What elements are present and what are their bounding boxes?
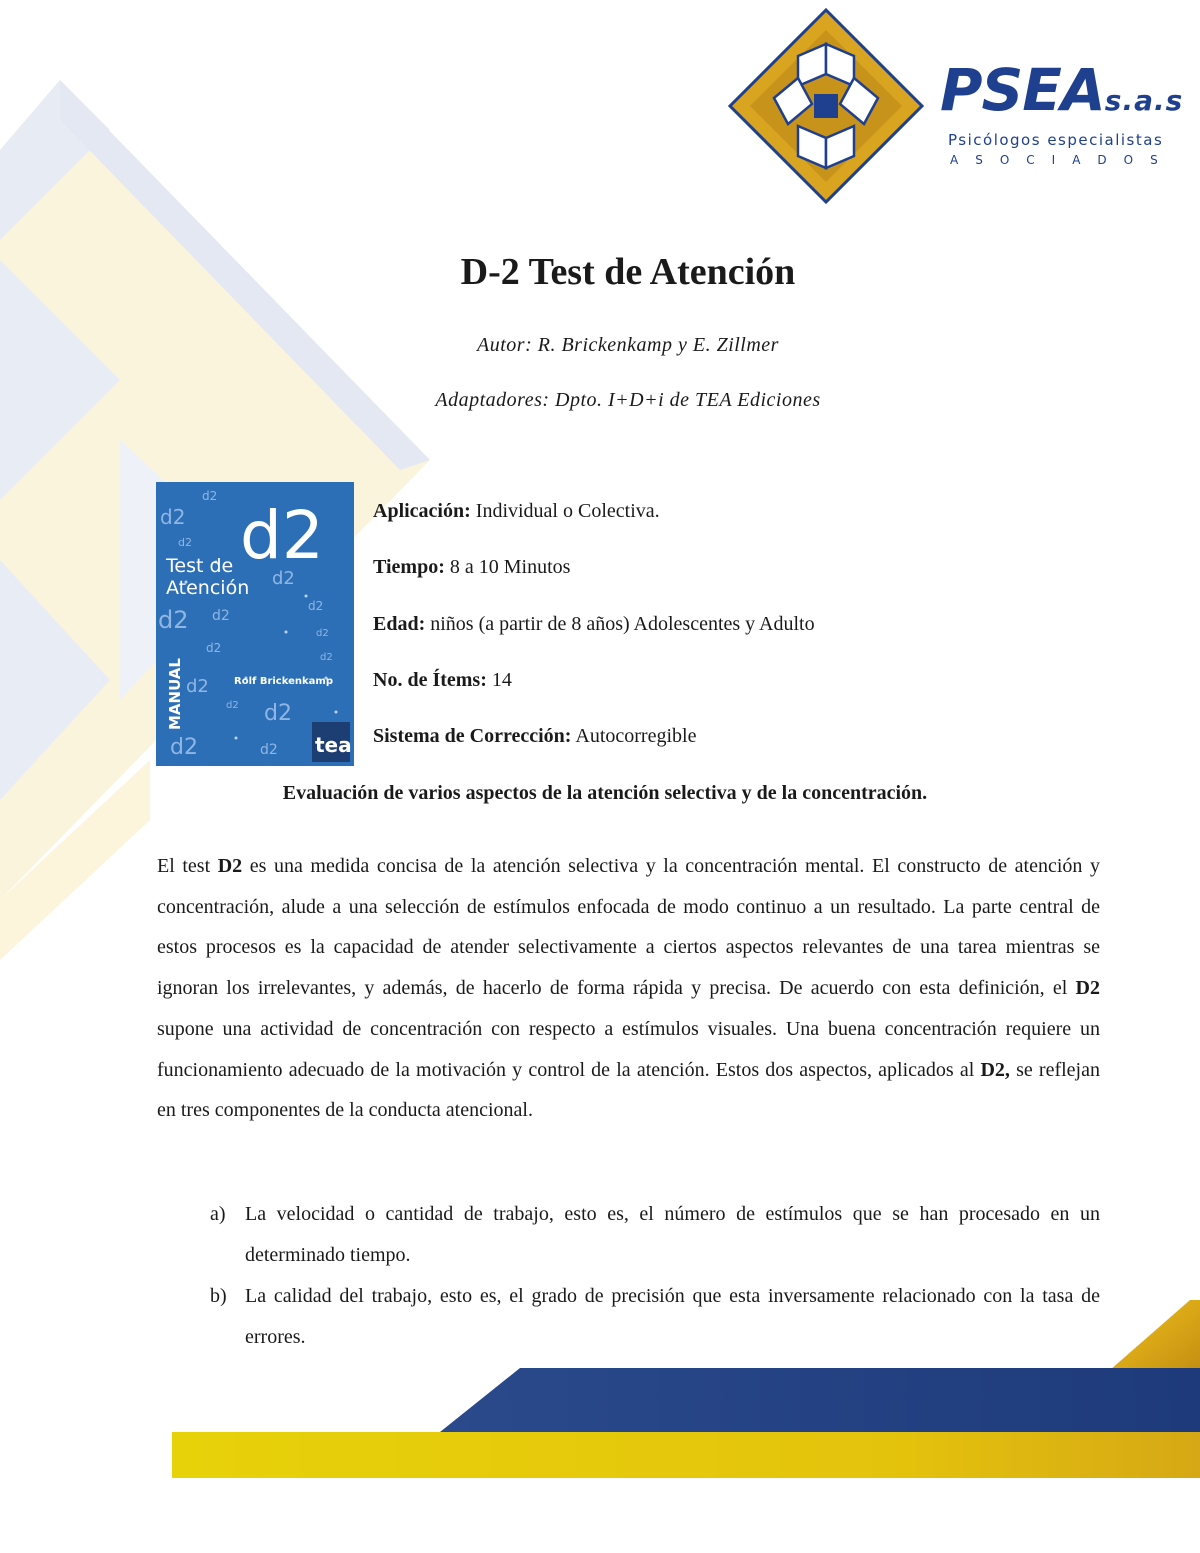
cover-logo-text: d2 (240, 497, 324, 574)
list-marker: a) (210, 1203, 226, 1225)
author-line: Autor: R. Brickenkamp y E. Zillmer (477, 334, 779, 356)
info-label: Aplicación: (373, 500, 471, 522)
svg-text:d2: d2 (308, 599, 324, 613)
info-label: Edad: (373, 613, 426, 635)
paragraph-text: El test (157, 855, 218, 877)
info-tiempo (373, 556, 570, 579)
info-label: No. de Ítems: (373, 669, 487, 691)
cover-author: Rolf Brickenkamp (234, 676, 333, 687)
paragraph-bold: D2 (217, 855, 243, 877)
svg-text:d2: d2 (202, 489, 218, 503)
brand-tagline-2: ASOCIADOS (950, 153, 1175, 167)
svg-text:d2: d2 (226, 700, 239, 711)
info-correccion (373, 725, 696, 748)
brand-name: PSEAs.a.s (940, 56, 1184, 124)
paragraph-bold: D2 (1075, 977, 1100, 1000)
info-value: 14 (491, 669, 512, 691)
cover-title-line1: Test de (166, 555, 234, 577)
list-text: La velocidad o cantidad de trabajo, esto es, el número de estímulos que se han procesado en un determinado tiempo. (245, 1203, 1100, 1266)
paragraph-text: supone una actividad de concentración con respecto a estímulos visuales. Una buena concentración requiere un funcionamiento adecuado de la motivación y control de la atención. Estos dos aspectos, aplicados al (157, 1017, 1100, 1081)
cover-publisher: tea (315, 733, 352, 757)
document-title: D-2 Test de Atención (460, 251, 796, 293)
cover-side-label: MANUAL (166, 658, 184, 730)
info-items (373, 669, 512, 692)
paragraph-text: se reflejan en tres componentes de la conducta atencional. (157, 1058, 1100, 1122)
brand-block (940, 56, 1184, 167)
cover-pattern-icon (156, 482, 354, 766)
list-item (210, 1194, 1100, 1276)
paragraph-text: es una medida concisa de la atención selectiva y la concentración mental. El constructo de atención y concentración, alude a una selección de estímulos enfocada de modo continuo a un resultado. La parte central de estos procesos es la capacidad de atender selectivamente a ciertos aspectos relevantes de una tarea mientras se ignoran los irrelevantes, y además, de hacerlo de forma rápida y precisa. De acuerdo con esta definición, el (157, 855, 1100, 1000)
adapters-line: Adaptadores: Dpto. I+D+i de TEA Ediciones (435, 389, 821, 411)
brand-tagline: Psicólogos especialistas (948, 131, 1164, 149)
svg-text:d2: d2 (260, 742, 278, 758)
company-logo-icon (728, 8, 924, 204)
svg-text:d2: d2 (320, 652, 333, 663)
info-value: Individual o Colectiva. (475, 500, 660, 522)
svg-text:d2: d2 (186, 676, 209, 697)
list-text: La calidad del trabajo, esto es, el grado de precisión que esta inversamente relacionado con la tasa de errores. (245, 1285, 1100, 1348)
paragraph-bold: D2, (980, 1058, 1010, 1081)
list-marker: b) (210, 1285, 227, 1307)
info-label: Tiempo: (373, 556, 445, 578)
svg-text:d2: d2 (264, 701, 292, 726)
info-value: Autocorregible (575, 725, 697, 747)
section-subtitle: Evaluación de varios aspectos de la atención selectiva y de la concentración. (282, 782, 928, 804)
info-edad (373, 613, 815, 636)
svg-text:d2: d2 (160, 505, 186, 529)
svg-text:d2: d2 (206, 641, 222, 655)
info-aplicacion (373, 500, 660, 523)
info-value: 8 a 10 Minutos (449, 556, 571, 578)
svg-text:d2: d2 (316, 628, 329, 639)
info-label: Sistema de Corrección: (373, 725, 572, 747)
info-value: niños (a partir de 8 años) Adolescentes y Adulto (430, 613, 815, 635)
footer-decoration (0, 1290, 1200, 1553)
svg-text:d2: d2 (158, 606, 189, 634)
manual-cover-image (156, 482, 354, 766)
body-paragraph (157, 846, 1100, 1131)
cover-title-line2: Atención (166, 577, 250, 599)
svg-text:d2: d2 (212, 608, 230, 624)
brand-suffix: s.a.s (1104, 84, 1184, 117)
svg-text:d2: d2 (272, 568, 295, 589)
svg-text:d2: d2 (170, 735, 198, 760)
svg-text:d2: d2 (178, 536, 192, 549)
